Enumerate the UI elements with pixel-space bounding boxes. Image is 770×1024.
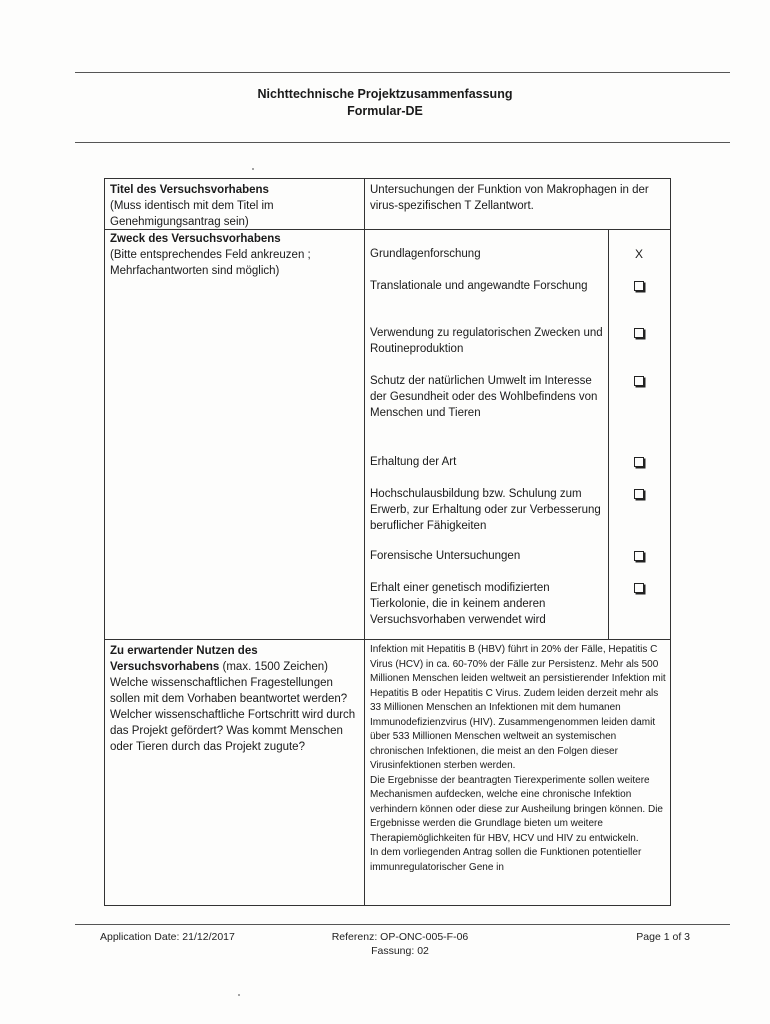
checkbox-icon: [634, 457, 644, 467]
option-checkbox-regulatory-purposes[interactable]: [632, 325, 646, 342]
option-label-basic-research: Grundlagenforschung: [370, 248, 481, 260]
footer-page-number: Page 1 of 3: [636, 931, 690, 943]
option-checkbox-gm-colony[interactable]: [632, 580, 646, 597]
option-checkbox-forensic-investigations[interactable]: [632, 548, 646, 565]
option-checkbox-environmental-protection[interactable]: [632, 373, 646, 390]
title-note: (Muss identisch mit dem Titel im Genehmigungsantrag sein): [110, 200, 274, 228]
option-checkbox-species-preservation[interactable]: [632, 454, 646, 471]
purpose-note: (Bitte entsprechendes Feld ankreuzen ; Mehrfachantworten sind möglich): [110, 249, 311, 277]
checkbox-icon: [634, 376, 644, 386]
benefit-label-cell: [110, 643, 360, 755]
option-checkbox-higher-education[interactable]: [632, 486, 646, 503]
benefit-paragraph-3: In dem vorliegenden Antrag sollen die Funktionen potentieller immunregulatorischer Gene in: [370, 847, 642, 873]
title-label: Titel des Versuchsvorhabens: [110, 184, 269, 196]
document-header: [0, 86, 770, 120]
benefit-label-rest: (max. 1500 Zeichen) Welche wissenschaftlichen Fragestellungen sollen mit dem Vorhaben beantwortet werden? Welcher wissenschaftliche Fortschritt wird durch das Projekt gefördert? Was kommt Menschen oder Tieren durch das Projekt zugute?: [110, 661, 356, 753]
footer-application-date: Application Date: 21/12/2017: [100, 931, 235, 943]
footer-reference-block: [300, 930, 500, 958]
checkbox-icon: [634, 281, 644, 291]
checkbox-icon: [634, 551, 644, 561]
footer-version: Fassung: 02: [371, 945, 429, 957]
benefit-label: Zu erwartender Nutzen des Versuchsvorhabens: [110, 645, 258, 673]
option-label-environmental-protection: Schutz der natürlichen Umwelt im Interesse der Gesundheit oder des Wohlbefindens von Menschen und Tieren: [370, 375, 598, 419]
option-checkbox-translational-research[interactable]: [632, 278, 646, 295]
header-bottom-rule: [75, 142, 730, 143]
option-label-gm-colony: Erhalt einer genetisch modifizierten Tierkolonie, die in keinem anderen Versuchsvorhaben verwendet wird: [370, 582, 550, 626]
footer-reference: Referenz: OP-ONC-005-F-06: [331, 931, 469, 943]
option-label-translational-research: Translationale und angewandte Forschung: [370, 280, 588, 292]
scan-speck: [252, 168, 254, 170]
benefit-paragraph-1: Infektion mit Hepatitis B (HBV) führt in 20% der Fälle, Hepatitis C Virus (HCV) in ca. 60-70% der Fälle zur Persistenz. Mehr als 500 Millionen Menschen leiden weltweit an persistierender Infektion mit Hepatitis B oder Hepatitis C Virus. Zudem leiden derzeit mehr als 33 Millionen Menschen an Infektionen mit dem humanen Immunodefizienzvirus (HIV). Zusammengenommen leiden damit über 533 Millionen Menschen weltweit an systemischen chronischen Infektionen, die meist an den Folgen dieser Virusinfektionen sterben werden.: [370, 644, 666, 771]
option-label-species-preservation: Erhaltung der Art: [370, 456, 457, 468]
row-divider-2: [104, 639, 671, 640]
option-checkbox-basic-research[interactable]: X: [634, 247, 643, 261]
checkbox-icon: [634, 489, 644, 499]
checkbox-icon: [634, 328, 644, 338]
benefit-text: [370, 643, 670, 905]
checkbox-icon: [634, 583, 644, 593]
document-subtitle: Formular-DE: [347, 104, 423, 118]
footer-rule: [75, 924, 730, 925]
scan-speck: [238, 994, 240, 996]
column-divider: [364, 178, 365, 906]
document-title: Nichttechnische Projektzusammenfassung: [257, 87, 513, 101]
checkbox-column-divider: [608, 229, 609, 639]
title-value: Untersuchungen der Funktion von Makrophagen in der virus-spezifischen T Zellantwort.: [370, 184, 649, 212]
option-label-regulatory-purposes: Verwendung zu regulatorischen Zwecken und Routineproduktion: [370, 327, 603, 355]
title-label-cell: [110, 182, 360, 230]
top-rule: [75, 72, 730, 73]
option-label-forensic-investigations: Forensische Untersuchungen: [370, 550, 521, 562]
purpose-label-cell: [110, 231, 360, 279]
purpose-label: Zweck des Versuchsvorhabens: [110, 233, 281, 245]
option-label-higher-education: Hochschulausbildung bzw. Schulung zum Erwerb, zur Erhaltung oder zur Verbesserung beruflicher Fähigkeiten: [370, 488, 601, 532]
benefit-paragraph-2: Die Ergebnisse der beantragten Tierexperimente sollen weitere Mechanismen aufdecken, welche eine chronische Infektion verhindern können oder diese zur Ausheilung bringen können. Die Ergebnisse werden die Grundlage bieten um weitere Therapiemöglichkeiten für HBV, HCV und HIV zu entwickeln.: [370, 774, 663, 844]
